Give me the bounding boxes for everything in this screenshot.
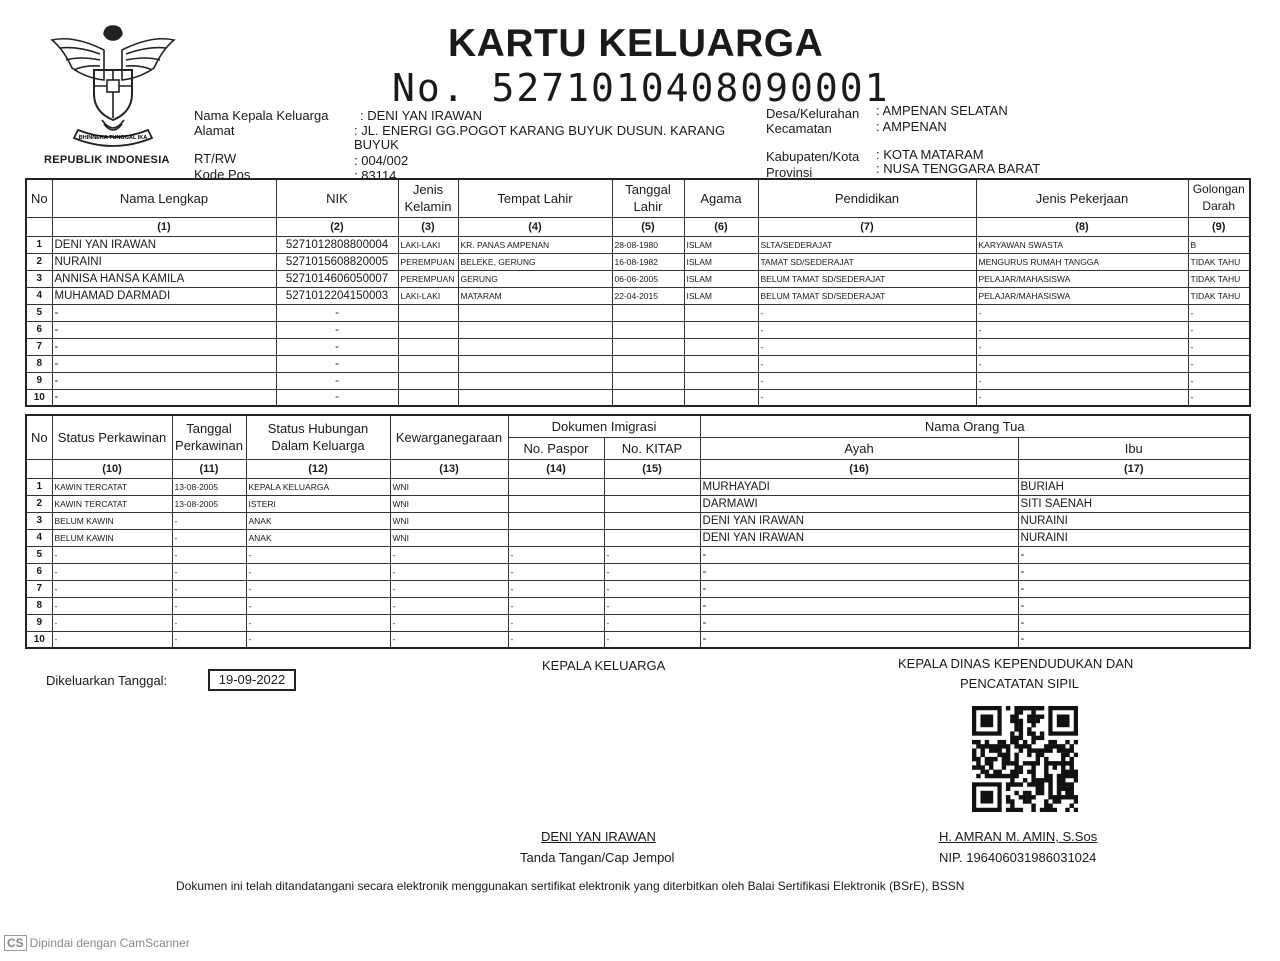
header-no: No: [26, 415, 52, 459]
rtrw-value: : 004/002: [354, 153, 409, 168]
cell-ayah: -: [700, 614, 1018, 631]
cell-tanggal: [612, 355, 684, 372]
header-agama: Agama: [684, 179, 758, 217]
cell-nama: -: [52, 321, 276, 338]
cell-ibu: -: [1018, 546, 1250, 563]
cell-ayah: DARMAWI: [700, 495, 1018, 512]
cell-hubungan: -: [246, 597, 390, 614]
cell-ayah: -: [700, 580, 1018, 597]
cell-pendidikan: TAMAT SD/SEDERAJAT: [758, 253, 976, 270]
cell-jk: [398, 304, 458, 321]
cell-jk: [398, 338, 458, 355]
garuda-emblem: [42, 20, 184, 170]
kecamatan-label: Kecamatan: [766, 121, 832, 136]
cell-paspor: -: [508, 580, 604, 597]
cell-pendidikan: -: [758, 321, 976, 338]
cell-ibu: -: [1018, 580, 1250, 597]
cell-hubungan: -: [246, 580, 390, 597]
colnum: (10): [52, 459, 172, 478]
cell-nik: 5271012808800004: [276, 236, 398, 253]
cell-paspor: [508, 495, 604, 512]
cell-no: 4: [26, 287, 52, 304]
cell-darah: -: [1188, 304, 1250, 321]
cell-tempat: [458, 389, 612, 406]
cell-warga: -: [390, 631, 508, 648]
cell-jk: [398, 355, 458, 372]
qr-code: [972, 706, 1078, 812]
cell-darah: TIDAK TAHU: [1188, 287, 1250, 304]
cell-hubungan: ANAK: [246, 512, 390, 529]
cell-agama: ISLAM: [684, 270, 758, 287]
camscanner-watermark: [4, 935, 190, 951]
cell-hubungan: ANAK: [246, 529, 390, 546]
cell-pekerjaan: KARYAWAN SWASTA: [976, 236, 1188, 253]
cell-kitap: -: [604, 563, 700, 580]
desa-label: Desa/Kelurahan: [766, 106, 860, 121]
colnum: (4): [458, 217, 612, 236]
cell-nik: -: [276, 338, 398, 355]
header-tempat-lahir: Tempat Lahir: [458, 179, 612, 217]
cell-ibu: NURAINI: [1018, 512, 1250, 529]
colnum: (5): [612, 217, 684, 236]
cell-ayah: MURHAYADI: [700, 478, 1018, 495]
cell-no: 1: [26, 478, 52, 495]
cell-nik: -: [276, 321, 398, 338]
dikeluarkan-label: Dikeluarkan Tanggal:: [46, 673, 168, 688]
table-row: [26, 236, 1250, 253]
alamat-value-line2: BUYUK: [354, 137, 399, 152]
cell-nik: -: [276, 372, 398, 389]
cell-paspor: -: [508, 614, 604, 631]
cell-no: 8: [26, 597, 52, 614]
colnum: (1): [52, 217, 276, 236]
cell-jk: [398, 321, 458, 338]
cell-agama: [684, 321, 758, 338]
table-row: [26, 270, 1250, 287]
cell-tanggal: 13-08-2005: [172, 478, 246, 495]
cell-nik: -: [276, 355, 398, 372]
header-nama-orang-tua: Nama Orang Tua: [700, 415, 1250, 437]
cell-hubungan: KEPALA KELUARGA: [246, 478, 390, 495]
cell-paspor: [508, 529, 604, 546]
cell-pekerjaan: PELAJAR/MAHASISWA: [976, 287, 1188, 304]
cell-tanggal: 13-08-2005: [172, 495, 246, 512]
cell-tempat: KR. PANAS AMPENAN: [458, 236, 612, 253]
dinas-official-name: H. AMRAN M. AMIN, S.Sos: [939, 829, 1098, 844]
header-tanggal-perkawinan: Tanggal Perkawinan: [172, 415, 246, 459]
header-golongan-darah: Golongan Darah: [1188, 179, 1250, 217]
cell-ayah: -: [700, 597, 1018, 614]
cell-agama: [684, 372, 758, 389]
cell-tanggal: -: [172, 597, 246, 614]
cell-warga: -: [390, 580, 508, 597]
cell-warga: WNI: [390, 512, 508, 529]
cell-status: BELUM KAWIN: [52, 529, 172, 546]
cell-nik: 5271015608820005: [276, 253, 398, 270]
cell-status: KAWIN TERCATAT: [52, 478, 172, 495]
colnum: (3): [398, 217, 458, 236]
cell-warga: -: [390, 563, 508, 580]
colnum: (14): [508, 459, 604, 478]
cell-paspor: -: [508, 563, 604, 580]
header-nama: Nama Lengkap: [52, 179, 276, 217]
cell-kitap: -: [604, 580, 700, 597]
cell-tanggal: [612, 338, 684, 355]
document-number: No. 5271010408090001: [392, 66, 890, 110]
cell-tempat: [458, 321, 612, 338]
family-status-table: [25, 414, 1251, 649]
cell-no: 4: [26, 529, 52, 546]
cell-kitap: -: [604, 597, 700, 614]
table-row: [26, 253, 1250, 270]
table-row: [26, 597, 1250, 614]
cell-tempat: [458, 338, 612, 355]
cell-status: -: [52, 614, 172, 631]
cell-kitap: [604, 512, 700, 529]
cell-pekerjaan: -: [976, 372, 1188, 389]
cell-pendidikan: -: [758, 338, 976, 355]
cell-no: 3: [26, 512, 52, 529]
cell-darah: -: [1188, 355, 1250, 372]
cell-no: 9: [26, 614, 52, 631]
header-pekerjaan: Jenis Pekerjaan: [976, 179, 1188, 217]
cell-tempat: BELEKE, GERUNG: [458, 253, 612, 270]
cell-kitap: [604, 529, 700, 546]
cell-no: 10: [26, 631, 52, 648]
cell-tanggal: -: [172, 529, 246, 546]
signature-caption: Tanda Tangan/Cap Jempol: [520, 850, 675, 865]
cell-warga: WNI: [390, 529, 508, 546]
cell-tanggal: [612, 372, 684, 389]
cell-ayah: -: [700, 563, 1018, 580]
kecamatan-value: : AMPENAN: [876, 119, 947, 134]
cell-tanggal: 28-08-1980: [612, 236, 684, 253]
cell-warga: -: [390, 546, 508, 563]
camscanner-text: Dipindai dengan CamScanner: [29, 936, 190, 950]
cell-jk: LAKI-LAKI: [398, 236, 458, 253]
cell-warga: WNI: [390, 478, 508, 495]
cell-no: 3: [26, 270, 52, 287]
cell-pendidikan: -: [758, 389, 976, 406]
cell-warga: -: [390, 597, 508, 614]
header-kewarganegaraan: Kewarganegaraan: [390, 415, 508, 459]
cell-agama: [684, 338, 758, 355]
header-no-kitap: No. KITAP: [604, 437, 700, 459]
cell-pekerjaan: MENGURUS RUMAH TANGGA: [976, 253, 1188, 270]
cell-nik: 5271012204150003: [276, 287, 398, 304]
table-row: [26, 355, 1250, 372]
table-row: [26, 563, 1250, 580]
colnum: (6): [684, 217, 758, 236]
cell-darah: -: [1188, 338, 1250, 355]
cell-no: 10: [26, 389, 52, 406]
cell-tempat: [458, 304, 612, 321]
cell-no: 2: [26, 253, 52, 270]
cell-ayah: -: [700, 546, 1018, 563]
cell-agama: ISLAM: [684, 236, 758, 253]
table-row: [26, 529, 1250, 546]
kepala-value: : DENI YAN IRAWAN: [360, 108, 483, 123]
cell-ibu: -: [1018, 631, 1250, 648]
cell-nama: -: [52, 304, 276, 321]
cell-nama: -: [52, 372, 276, 389]
cell-kitap: [604, 495, 700, 512]
cell-nik: 5271014606050007: [276, 270, 398, 287]
cell-pekerjaan: -: [976, 338, 1188, 355]
header-status-perkawinan: Status Perkawinan: [52, 415, 172, 459]
cell-kitap: -: [604, 631, 700, 648]
cell-tanggal: -: [172, 512, 246, 529]
header-jenis-kelamin: Jenis Kelamin: [398, 179, 458, 217]
cell-pendidikan: BELUM TAMAT SD/SEDERAJAT: [758, 270, 976, 287]
colnum: (2): [276, 217, 398, 236]
cell-pendidikan: -: [758, 304, 976, 321]
cell-jk: PEREMPUAN: [398, 253, 458, 270]
cell-pendidikan: -: [758, 372, 976, 389]
header-no-paspor: No. Paspor: [508, 437, 604, 459]
cell-nama: -: [52, 338, 276, 355]
kodepos-label: Kode Pos: [194, 167, 251, 182]
cell-no: 6: [26, 563, 52, 580]
cell-nama: MUHAMAD DARMADI: [52, 287, 276, 304]
colnum: (12): [246, 459, 390, 478]
cell-nik: -: [276, 389, 398, 406]
cell-pendidikan: BELUM TAMAT SD/SEDERAJAT: [758, 287, 976, 304]
cell-kitap: -: [604, 546, 700, 563]
country-caption: REPUBLIK INDONESIA: [44, 154, 170, 166]
cell-status: -: [52, 597, 172, 614]
cell-tanggal: -: [172, 546, 246, 563]
table-row: [26, 512, 1250, 529]
colnum: (13): [390, 459, 508, 478]
table-row: [26, 478, 1250, 495]
kepala-label: Nama Kepala Keluarga: [194, 108, 329, 123]
cell-pekerjaan: -: [976, 304, 1188, 321]
header-ayah: Ayah: [700, 437, 1018, 459]
cell-no: 9: [26, 372, 52, 389]
cell-hubungan: -: [246, 631, 390, 648]
kabupaten-value: : KOTA MATARAM: [876, 147, 984, 162]
table-row: [26, 631, 1250, 648]
header-no: No: [26, 179, 52, 217]
cell-tempat: MATARAM: [458, 287, 612, 304]
cell-agama: ISLAM: [684, 287, 758, 304]
cell-no: 6: [26, 321, 52, 338]
cell-tanggal: 06-06-2005: [612, 270, 684, 287]
cell-no: 7: [26, 338, 52, 355]
alamat-value-line1: : JL. ENERGI GG.POGOT KARANG BUYUK DUSUN. KARANG: [354, 123, 726, 138]
cell-tanggal: 16-08-1982: [612, 253, 684, 270]
colnum: (15): [604, 459, 700, 478]
electronic-signature-disclaimer: Dokumen ini telah ditandatangani secara elektronik menggunakan sertifikat elektronik yang diterbitkan oleh Balai Sertifikasi Elektronik (BSrE), BSSN: [176, 879, 965, 893]
document-title: KARTU KELUARGA: [448, 22, 824, 65]
cell-hubungan: -: [246, 614, 390, 631]
cell-tanggal: [612, 304, 684, 321]
cell-darah: B: [1188, 236, 1250, 253]
cell-status: -: [52, 580, 172, 597]
header-nik: NIK: [276, 179, 398, 217]
rtrw-label: RT/RW: [194, 151, 237, 166]
cell-no: 2: [26, 495, 52, 512]
cell-no: 8: [26, 355, 52, 372]
cell-hubungan: ISTERI: [246, 495, 390, 512]
cell-tanggal: [612, 321, 684, 338]
cell-ayah: -: [700, 631, 1018, 648]
cell-tanggal: -: [172, 631, 246, 648]
cell-status: -: [52, 546, 172, 563]
cell-status: -: [52, 563, 172, 580]
header-dokumen-imigrasi: Dokumen Imigrasi: [508, 415, 700, 437]
cell-ibu: -: [1018, 614, 1250, 631]
cell-tanggal: -: [172, 614, 246, 631]
colnum: (9): [1188, 217, 1250, 236]
cell-pekerjaan: PELAJAR/MAHASISWA: [976, 270, 1188, 287]
kepala-keluarga-name: DENI YAN IRAWAN: [541, 829, 656, 844]
cell-tempat: [458, 372, 612, 389]
table-row: [26, 495, 1250, 512]
cell-pendidikan: SLTA/SEDERAJAT: [758, 236, 976, 253]
kepala-keluarga-title: KEPALA KELUARGA: [542, 658, 666, 673]
cell-paspor: -: [508, 597, 604, 614]
cell-tanggal: 22-04-2015: [612, 287, 684, 304]
cell-darah: TIDAK TAHU: [1188, 270, 1250, 287]
cell-hubungan: -: [246, 546, 390, 563]
colnum: (17): [1018, 459, 1250, 478]
provinsi-value: : NUSA TENGGARA BARAT: [876, 161, 1041, 176]
cell-pekerjaan: -: [976, 389, 1188, 406]
cell-pendidikan: -: [758, 355, 976, 372]
cell-ayah: DENI YAN IRAWAN: [700, 512, 1018, 529]
cell-status: KAWIN TERCATAT: [52, 495, 172, 512]
cell-pekerjaan: -: [976, 321, 1188, 338]
cell-ayah: DENI YAN IRAWAN: [700, 529, 1018, 546]
cell-no: 5: [26, 304, 52, 321]
header-ibu: Ibu: [1018, 437, 1250, 459]
cell-no: 7: [26, 580, 52, 597]
cell-nama: DENI YAN IRAWAN: [52, 236, 276, 253]
cell-darah: -: [1188, 321, 1250, 338]
cell-paspor: -: [508, 631, 604, 648]
cell-darah: TIDAK TAHU: [1188, 253, 1250, 270]
cell-agama: [684, 355, 758, 372]
table-row: [26, 321, 1250, 338]
cell-ibu: BURIAH: [1018, 478, 1250, 495]
family-members-table: [25, 178, 1251, 407]
cell-status: -: [52, 631, 172, 648]
cell-nama: -: [52, 355, 276, 372]
cell-status: BELUM KAWIN: [52, 512, 172, 529]
camscanner-logo-icon: CS: [4, 935, 27, 951]
colnum: (16): [700, 459, 1018, 478]
cell-tanggal: -: [172, 580, 246, 597]
cell-no: 5: [26, 546, 52, 563]
cell-paspor: [508, 478, 604, 495]
kabupaten-label: Kabupaten/Kota: [766, 149, 860, 164]
dinas-title-line1: KEPALA DINAS KEPENDUDUKAN DAN: [898, 656, 1134, 671]
table-row: [26, 372, 1250, 389]
table-row: [26, 580, 1250, 597]
desa-value: : AMPENAN SELATAN: [876, 103, 1008, 118]
cell-darah: -: [1188, 372, 1250, 389]
table-row: [26, 614, 1250, 631]
cell-jk: PEREMPUAN: [398, 270, 458, 287]
table-row: [26, 287, 1250, 304]
cell-tempat: GERUNG: [458, 270, 612, 287]
cell-jk: [398, 372, 458, 389]
dinas-title-line2: PENCATATAN SIPIL: [960, 676, 1079, 691]
cell-paspor: [508, 512, 604, 529]
cell-ibu: -: [1018, 563, 1250, 580]
cell-warga: -: [390, 614, 508, 631]
cell-tanggal: -: [172, 563, 246, 580]
cell-hubungan: -: [246, 563, 390, 580]
cell-pekerjaan: -: [976, 355, 1188, 372]
table-row: [26, 389, 1250, 406]
kodepos-value: : 83114: [354, 168, 397, 183]
cell-no: 1: [26, 236, 52, 253]
provinsi-label: Provinsi: [766, 165, 813, 180]
cell-warga: WNI: [390, 495, 508, 512]
table-row: [26, 546, 1250, 563]
cell-agama: [684, 389, 758, 406]
cell-darah: -: [1188, 389, 1250, 406]
colnum: (7): [758, 217, 976, 236]
cell-kitap: [604, 478, 700, 495]
cell-nama: ANNISA HANSA KAMILA: [52, 270, 276, 287]
cell-agama: [684, 304, 758, 321]
cell-tanggal: [612, 389, 684, 406]
cell-agama: ISLAM: [684, 253, 758, 270]
cell-nama: NURAINI: [52, 253, 276, 270]
colnum: (11): [172, 459, 246, 478]
dikeluarkan-date: 19-09-2022: [208, 669, 296, 691]
cell-nama: -: [52, 389, 276, 406]
alamat-label: Alamat: [194, 123, 235, 138]
header-tanggal-lahir: Tanggal Lahir: [612, 179, 684, 217]
header-status-hubungan: Status Hubungan Dalam Keluarga: [246, 415, 390, 459]
cell-kitap: -: [604, 614, 700, 631]
emblem-ribbon: BHINNEKA TUNGGAL IKA: [78, 135, 148, 141]
cell-nik: -: [276, 304, 398, 321]
table-row: [26, 304, 1250, 321]
cell-ibu: NURAINI: [1018, 529, 1250, 546]
table-row: [26, 338, 1250, 355]
cell-jk: LAKI-LAKI: [398, 287, 458, 304]
dinas-nip: NIP. 196406031986031024: [939, 850, 1097, 865]
cell-tempat: [458, 355, 612, 372]
cell-jk: [398, 389, 458, 406]
cell-paspor: -: [508, 546, 604, 563]
cell-ibu: SITI SAENAH: [1018, 495, 1250, 512]
header-pendidikan: Pendidikan: [758, 179, 976, 217]
cell-ibu: -: [1018, 597, 1250, 614]
colnum: (8): [976, 217, 1188, 236]
